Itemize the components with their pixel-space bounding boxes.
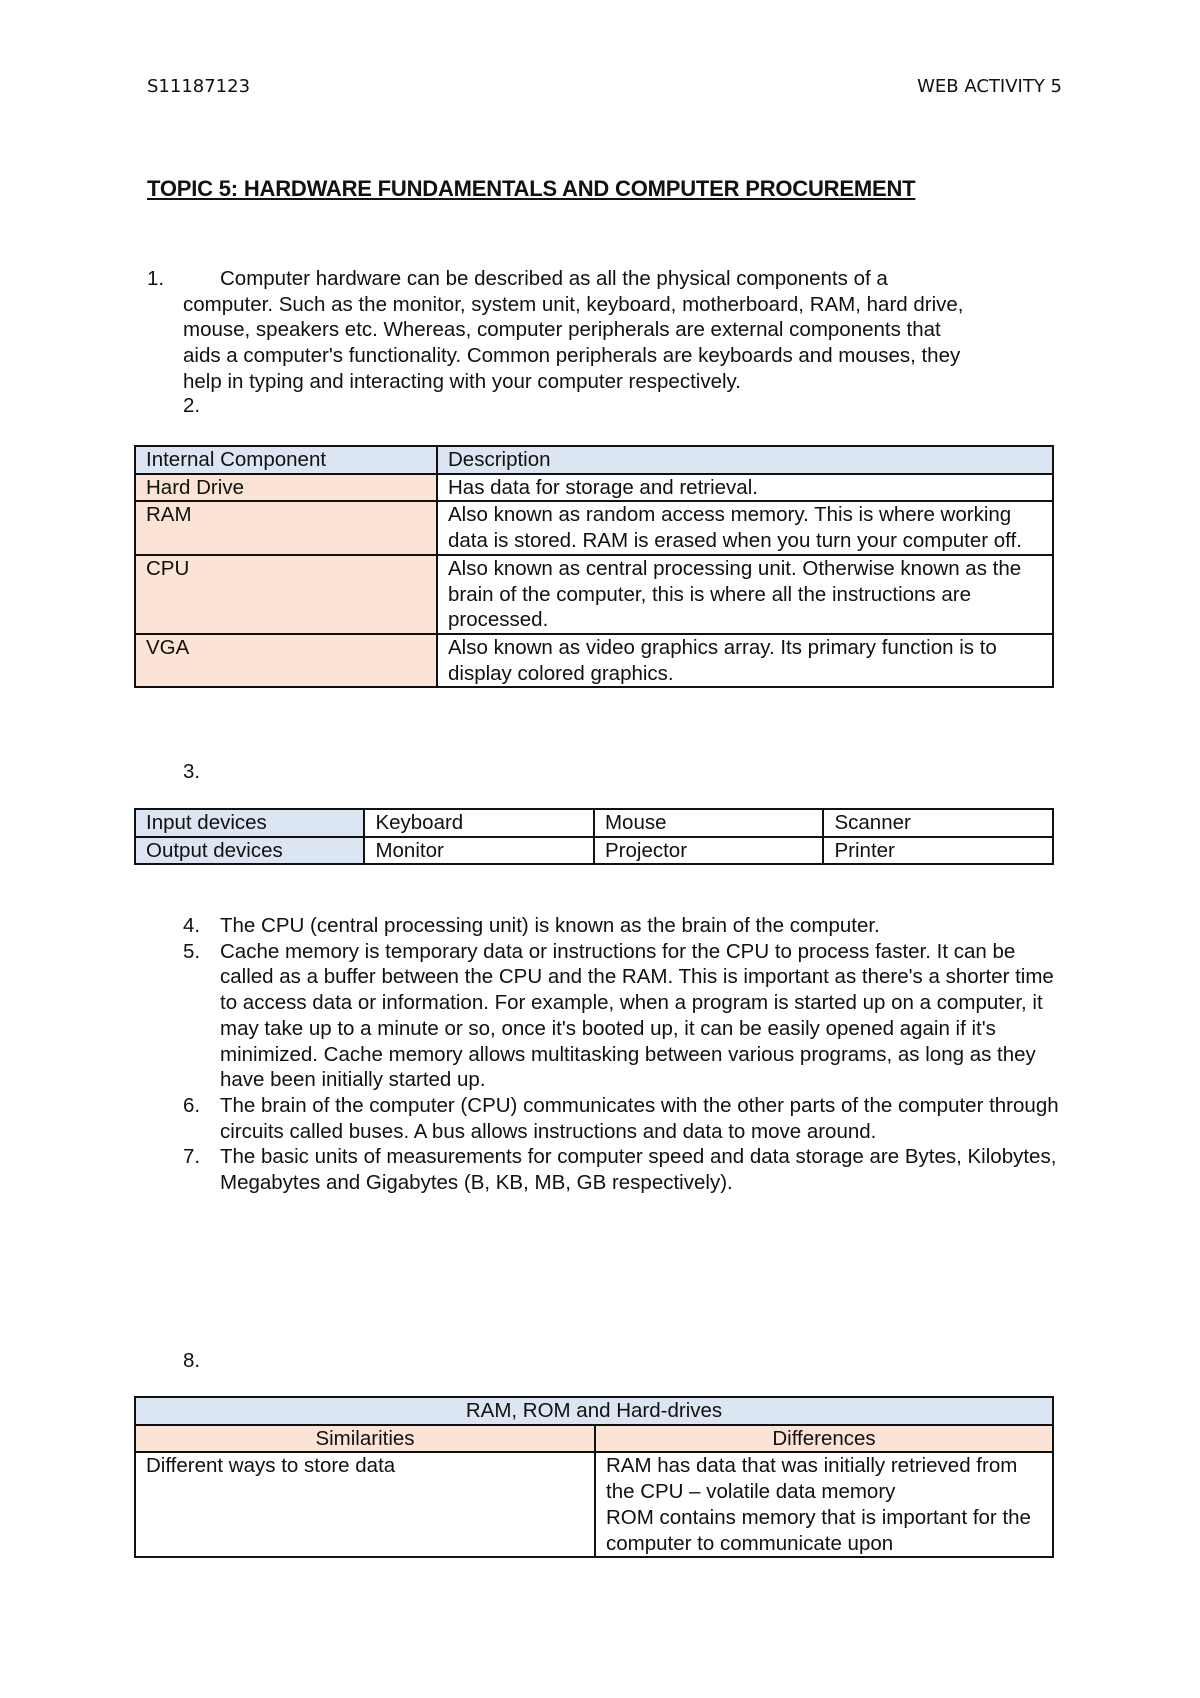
- question-number: 4.: [183, 914, 201, 937]
- column-header-component: Internal Component: [135, 446, 437, 474]
- column-header-similarities: Similarities: [135, 1425, 595, 1453]
- list-item: [183, 1093, 1063, 1144]
- description-cell: Has data for storage and retrieval.: [437, 474, 1053, 502]
- similarity-cell: Different ways to store data: [135, 1452, 595, 1557]
- component-cell: Hard Drive: [135, 474, 437, 502]
- table-row: [135, 555, 1053, 634]
- row-label-output: Output devices: [135, 837, 364, 865]
- column-header-differences: Differences: [595, 1425, 1053, 1453]
- component-cell: CPU: [135, 555, 437, 634]
- answer-line: mouse, speakers etc. Whereas, computer peripherals are external components that: [183, 318, 941, 342]
- question-number: 5.: [183, 939, 201, 963]
- io-devices-table: [134, 808, 1054, 865]
- table-header-row: [135, 1425, 1053, 1453]
- device-cell: Keyboard: [364, 809, 594, 837]
- table-title-row: [135, 1397, 1053, 1425]
- question-answer: The CPU (central processing unit) is known as the brain of the computer.: [220, 914, 880, 937]
- device-cell: Mouse: [594, 809, 824, 837]
- answer-line: aids a computer's functionality. Common peripherals are keyboards and mouses, they: [183, 344, 961, 368]
- question-answer: The basic units of measurements for computer speed and data storage are Bytes, Kilobytes, Megabytes and Gigabytes (B, KB, MB, GB respectively).: [220, 1145, 1057, 1195]
- question-1-number: 1.: [147, 267, 165, 290]
- table-header-row: [135, 446, 1053, 474]
- description-cell: Also known as central processing unit. Otherwise known as the brain of the computer, this is where all the instructions are processed.: [437, 555, 1053, 634]
- question-answer: The brain of the computer (CPU) communicates with the other parts of the computer through circuits called buses. A bus allows instructions and data to move around.: [220, 1093, 1059, 1143]
- table-title: RAM, ROM and Hard-drives: [135, 1397, 1053, 1425]
- table-row: [135, 501, 1053, 554]
- component-cell: VGA: [135, 634, 437, 687]
- question-1-answer: [183, 266, 1063, 395]
- answer-line: help in typing and interacting with your computer respectively.: [183, 369, 741, 393]
- difference-item: RAM has data that was initially retrieved from the CPU – volatile data memory: [606, 1454, 1018, 1504]
- column-header-description: Description: [437, 446, 1053, 474]
- answer-line: Computer hardware can be described as all the physical components of a: [220, 267, 888, 290]
- difference-item: ROM contains memory that is important for the computer to communicate upon: [606, 1505, 1031, 1555]
- question-list: [183, 913, 1063, 1196]
- device-cell: Printer: [823, 837, 1053, 865]
- table-row: [135, 634, 1053, 687]
- row-label-input: Input devices: [135, 809, 364, 837]
- table-row: [135, 474, 1053, 502]
- question-3-number: 3.: [183, 760, 201, 783]
- page-title: TOPIC 5: HARDWARE FUNDAMENTALS AND COMPUTER PROCUREMENT: [147, 176, 916, 201]
- header-activity-label: WEB ACTIVITY 5: [917, 76, 1062, 97]
- question-number: 7.: [183, 1145, 201, 1169]
- list-item: [183, 1144, 1063, 1195]
- answer-line: computer. Such as the monitor, system unit, keyboard, motherboard, RAM, hard drive,: [183, 292, 964, 316]
- question-2-number: 2.: [183, 394, 201, 417]
- device-cell: Projector: [594, 837, 824, 865]
- question-8-number: 8.: [183, 1349, 201, 1372]
- device-cell: Monitor: [364, 837, 594, 865]
- table-row: [135, 1452, 1053, 1557]
- table-row: [135, 837, 1053, 865]
- device-cell: Scanner: [823, 809, 1053, 837]
- internal-components-table: [134, 445, 1054, 688]
- question-answer: Cache memory is temporary data or instructions for the CPU to process faster. It can be called as a buffer between the CPU and the RAM. This is important as there's a shorter time to access data or information. For example, when a program is started up on a computer, it may take up to a minute or so, once it's booted up, it can be easily opened again if it's minimized. Cache memory allows multitasking between various programs, as long as they have been initially started up.: [220, 939, 1054, 1092]
- description-cell: Also known as video graphics array. Its primary function is to display colored graphics.: [437, 634, 1053, 687]
- question-number: 6.: [183, 1093, 201, 1117]
- component-cell: RAM: [135, 501, 437, 554]
- table-row: [135, 809, 1053, 837]
- memory-comparison-table: [134, 1396, 1054, 1558]
- list-item: [183, 913, 1063, 939]
- differences-cell: [595, 1452, 1053, 1557]
- list-item: [183, 939, 1063, 1093]
- header-student-id: S11187123: [147, 76, 251, 97]
- description-cell: Also known as random access memory. This is where working data is stored. RAM is erased when you turn your computer off.: [437, 501, 1053, 554]
